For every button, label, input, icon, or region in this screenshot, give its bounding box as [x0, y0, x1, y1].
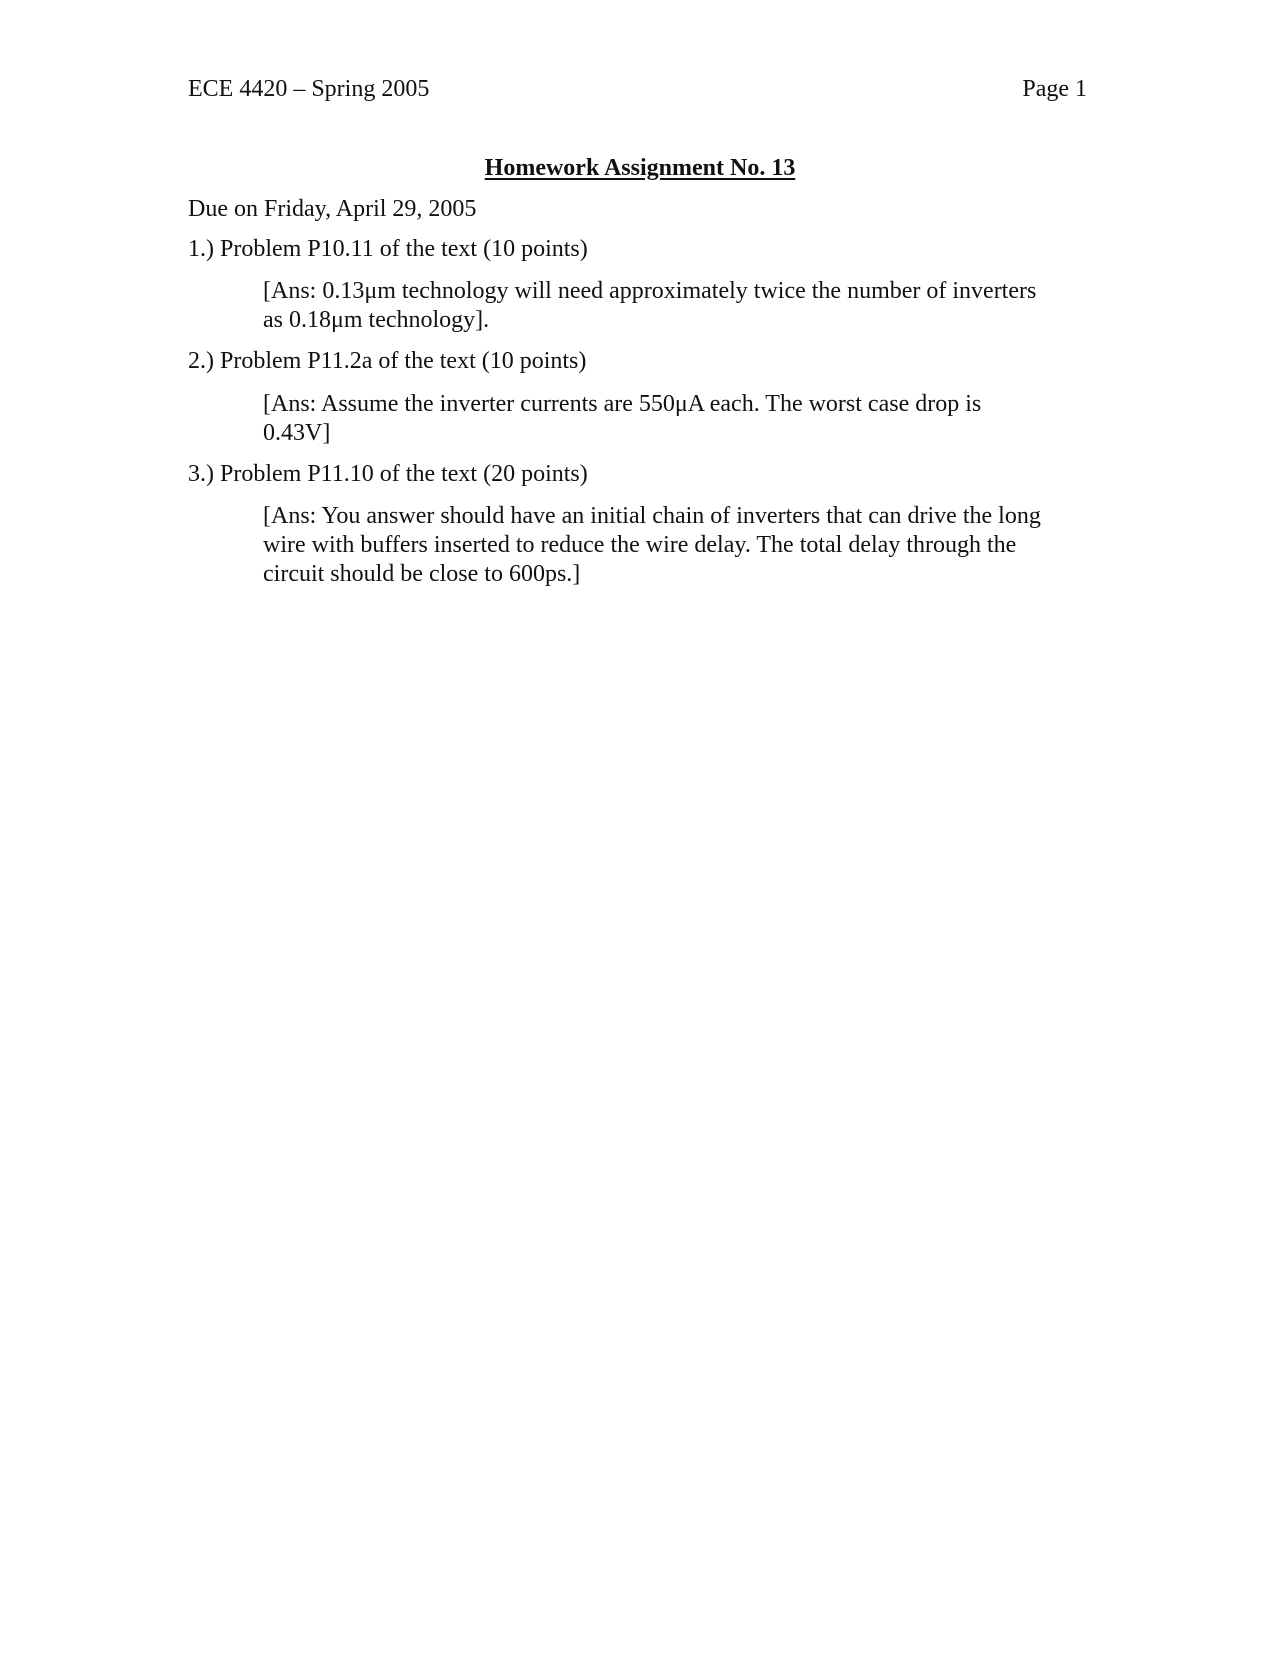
answer-line: circuit should be close to 600ps.]: [263, 561, 581, 587]
answer-line: wire with buffers inserted to reduce the wire delay. The total delay through the: [263, 532, 1017, 558]
problem-2-line: 2.) Problem P11.2a of the text (10 points): [188, 348, 587, 374]
problem-3-line: 3.) Problem P11.10 of the text (20 points): [188, 461, 588, 487]
answer-line: 0.43V]: [263, 420, 331, 446]
problem-3-answer: [263, 502, 1093, 589]
answer-line: [Ans: Assume the inverter currents are 550μA each. The worst case drop is: [263, 391, 982, 417]
problem-1-line: 1.) Problem P10.11 of the text (10 points): [188, 236, 588, 262]
assignment-title: Homework Assignment No. 13: [484, 155, 796, 181]
problem-2-answer: [263, 390, 1093, 448]
problem-1-answer: [263, 277, 1093, 335]
answer-line: as 0.18μm technology].: [263, 307, 490, 333]
due-date: Due on Friday, April 29, 2005: [188, 196, 477, 222]
answer-line: [Ans: You answer should have an initial chain of inverters that can drive the long: [263, 503, 1041, 529]
page-number: Page 1: [1022, 76, 1087, 102]
answer-line: [Ans: 0.13μm technology will need approximately twice the number of inverters: [263, 278, 1037, 304]
course-header: ECE 4420 – Spring 2005: [188, 76, 430, 102]
